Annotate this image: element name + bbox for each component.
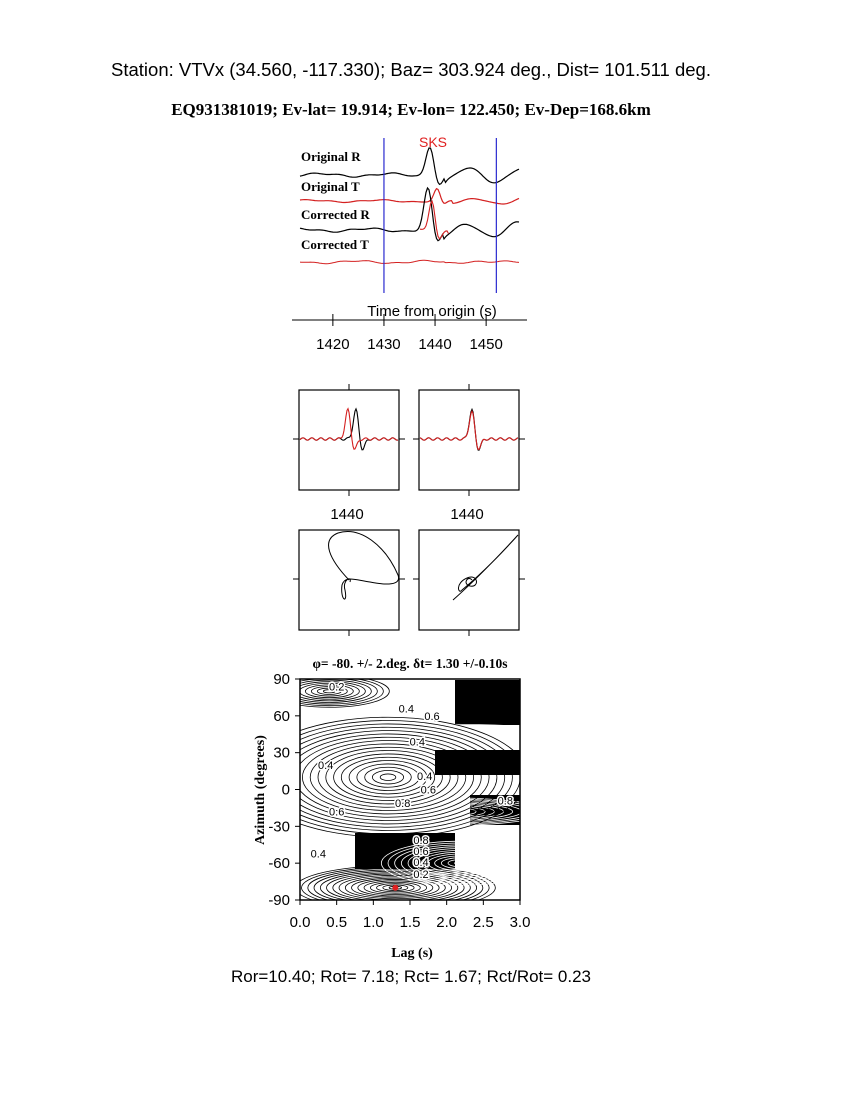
contour-label: 0.6 <box>420 784 436 797</box>
contour-line <box>349 761 427 794</box>
contour-label: 0.2 <box>329 681 345 694</box>
lag-axis-label: Lag (s) <box>391 946 433 961</box>
contour-label: 0.8 <box>497 795 513 808</box>
waveform-xtick-original: 1440 <box>330 506 364 523</box>
contour-label: 0.2 <box>413 869 429 882</box>
trace-label-corrected-t: Corrected T <box>301 237 369 252</box>
best-fit-marker <box>392 885 398 891</box>
contour-label: 0.6 <box>329 806 345 819</box>
contour-label: 0.4 <box>310 848 326 861</box>
contour-line <box>357 764 419 791</box>
lag-tick-label: 0.0 <box>289 914 311 931</box>
trace-corrected-t <box>300 260 519 263</box>
time-tick-label: 1440 <box>418 336 452 353</box>
azimuth-axis-label: Azimuth (degrees) <box>253 735 268 845</box>
azimuth-tick-label: 0 <box>281 781 290 799</box>
lag-tick-label: 2.5 <box>472 914 494 931</box>
azimuth-tick-label: -90 <box>268 892 290 909</box>
time-tick-label: 1450 <box>469 336 503 353</box>
waveform-corrected-t <box>420 411 518 449</box>
particle-motion-box-corrected <box>419 530 519 630</box>
contour-label: 0.4 <box>417 770 433 783</box>
station-line: Station: VTVx (34.560, -117.330); Baz= 303.924 deg., Dist= 101.511 deg. <box>111 59 711 80</box>
particle-waveform-panels <box>293 384 525 523</box>
seismogram-panel <box>292 134 527 353</box>
lag-tick-label: 0.5 <box>326 914 348 931</box>
ratio-line: Ror=10.40; Rot= 7.18; Rct= 1.67; Rct/Rot= 0.23 <box>230 967 592 986</box>
contour-label: 0.6 <box>424 710 440 723</box>
contour-dense-band <box>455 680 520 725</box>
waveform-corrected-r <box>420 409 518 450</box>
contour-label: 0.8 <box>413 834 429 847</box>
particle-motion-corrected <box>453 535 518 600</box>
waveform-xtick-corrected: 1440 <box>450 506 484 523</box>
waveform-traces <box>300 409 518 451</box>
trace-label-original-r: Original R <box>301 149 361 164</box>
contour-dense-band <box>355 833 455 869</box>
azimuth-tick-label: 90 <box>273 671 290 688</box>
contour-label: 0.4 <box>398 703 414 716</box>
waveform-box-original <box>299 390 399 490</box>
lag-tick-label: 1.0 <box>362 914 384 931</box>
trace-corrected-r-overlay <box>420 201 449 239</box>
grid-search-title: φ= -80. +/- 2.deg. δt= 1.30 +/-0.10s <box>312 656 508 671</box>
contour-label: 0.4 <box>413 856 429 869</box>
contour-line <box>318 747 458 807</box>
trace-label-original-t: Original T <box>301 179 360 194</box>
contour-line <box>455 861 468 865</box>
lag-tick-label: 2.0 <box>436 914 458 931</box>
time-axis-label: Time from origin (s) <box>367 303 497 320</box>
azimuth-tick-label: -60 <box>268 855 290 873</box>
lag-tick-label: 1.5 <box>399 914 421 931</box>
event-line: EQ931381019; Ev-lat= 19.914; Ev-lon= 122.450; Ev-Dep=168.6km <box>171 100 651 119</box>
azimuth-tick-label: -30 <box>268 818 290 836</box>
contour-label: 0.4 <box>318 759 334 772</box>
energy-grid-plot <box>248 656 567 961</box>
contour-label: 0.4 <box>409 736 425 749</box>
phase-label: SKS <box>418 134 448 150</box>
azimuth-tick-label: 60 <box>273 707 290 725</box>
particle-motion-panels <box>293 530 525 636</box>
trace-label-corrected-r: Corrected R <box>301 207 370 222</box>
time-tick-label: 1420 <box>316 336 350 353</box>
time-tick-label: 1430 <box>367 336 401 353</box>
contour-line <box>380 774 396 781</box>
particle-motion-original <box>329 532 399 600</box>
azimuth-tick-label: 30 <box>273 744 290 762</box>
lag-tick-label: 3.0 <box>509 914 531 931</box>
contour-label: 0.6 <box>413 845 429 858</box>
contour-line <box>372 771 403 784</box>
contour-label: 0.8 <box>395 798 411 811</box>
waveform-original-t <box>300 409 398 450</box>
